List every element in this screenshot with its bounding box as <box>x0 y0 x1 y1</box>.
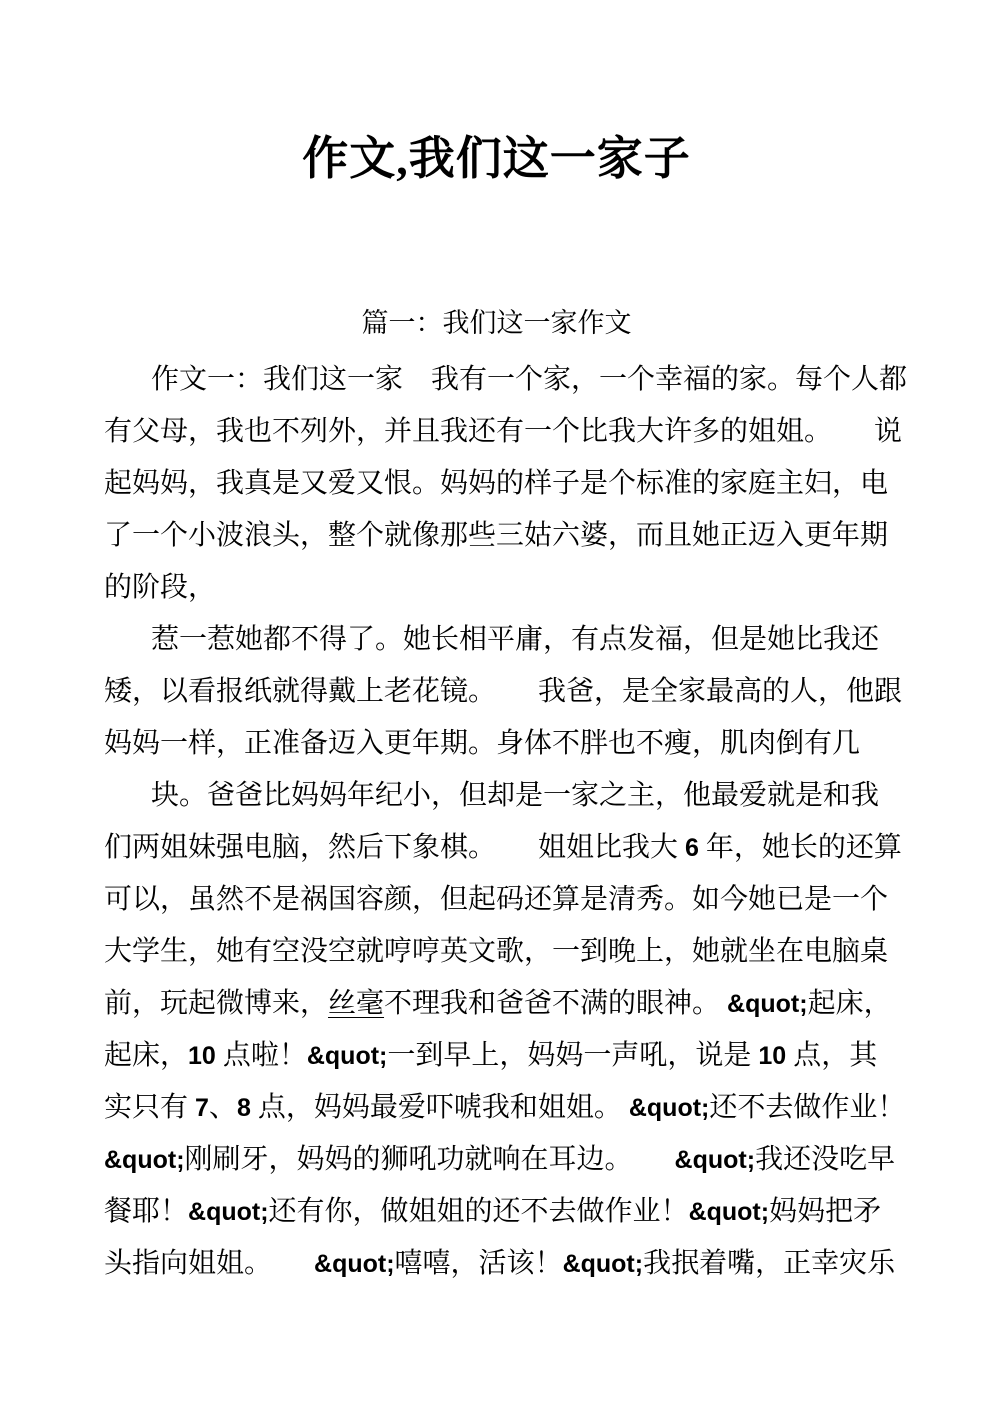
text-line: 可以，虽然不是祸国容颜，但起码还算是清秀。如今她已是一个 <box>104 884 889 915</box>
text-line: 惹一惹她都不得了。她长相平庸，有点发福，但是她比我还 <box>151 624 880 655</box>
body-lines <box>104 354 908 1290</box>
ascii-text: 10 <box>188 1042 216 1070</box>
text-line: 实只有 7、8 点，妈妈最爱吓唬我和姐姐。 &quot;还不去做作业！ <box>104 1092 906 1123</box>
ascii-text: 10 <box>758 1042 787 1070</box>
ascii-text: &quot; <box>562 1250 644 1278</box>
text-line: 前，玩起微博来，丝毫不理我和爸爸不满的眼神。 &quot;起床， <box>104 988 892 1019</box>
text-line: 了一个小波浪头，整个就像那些三姑六婆，而且她正迈入更年期 <box>104 520 889 551</box>
text-line: &quot;刚刷牙，妈妈的狮吼功就响在耳边。 &quot;我还没吃早 <box>104 1144 896 1175</box>
text-line: 起床，10 点啦！&quot;一到早上，妈妈一声吼，说是 10 点，其 <box>104 1040 878 1071</box>
ascii-text: &quot; <box>727 990 808 1018</box>
text-line: 起妈妈，我真是又爱又恨。妈妈的样子是个标准的家庭主妇，电 <box>104 468 889 499</box>
ascii-text: &quot; <box>314 1250 395 1278</box>
text-line: 的阶段， <box>104 572 217 603</box>
ascii-text: 6 <box>685 834 699 862</box>
section-heading: 篇一：我们这一家作文 <box>361 308 632 338</box>
ascii-text: 8 <box>236 1094 251 1122</box>
text-line: 们两姐妹强电脑，然后下象棋。 姐姐比我大 6 年，她长的还算 <box>104 832 902 863</box>
underlined-text: 丝毫 <box>328 988 385 1019</box>
ascii-text: &quot; <box>306 1042 388 1070</box>
text-line: 矮，以看报纸就得戴上老花镜。 我爸，是全家最高的人，他跟 <box>104 676 903 707</box>
ascii-text: &quot; <box>688 1198 770 1226</box>
ascii-text: &quot; <box>104 1146 185 1174</box>
text-line: 餐耶！&quot;还有你，做姐姐的还不去做作业！&quot;妈妈把矛 <box>104 1196 882 1227</box>
text-line: 块。爸爸比妈妈年纪小，但却是一家之主，他最爱就是和我 <box>151 780 880 811</box>
text-line: 头指向姐姐。 &quot;嘻嘻，活该！&quot;我抿着嘴，正幸灾乐 <box>104 1248 896 1279</box>
ascii-text: &quot; <box>188 1198 269 1226</box>
ascii-text: &quot; <box>674 1146 756 1174</box>
text-line: 大学生，她有空没空就哼哼英文歌，一到晚上，她就坐在电脑桌 <box>104 936 889 967</box>
text-line: 有父母，我也不列外，并且我还有一个比我大许多的姐姐。 说 <box>104 416 903 447</box>
ascii-text: &quot; <box>628 1094 710 1122</box>
document-title: 作文,我们这一家子 <box>302 133 691 184</box>
text-line: 作文一：我们这一家 我有一个家，一个幸福的家。每个人都 <box>151 364 908 395</box>
text-line: 妈妈一样，正准备迈入更年期。身体不胖也不瘦，肌肉倒有几 <box>104 728 861 759</box>
ascii-text: 7 <box>195 1094 209 1122</box>
